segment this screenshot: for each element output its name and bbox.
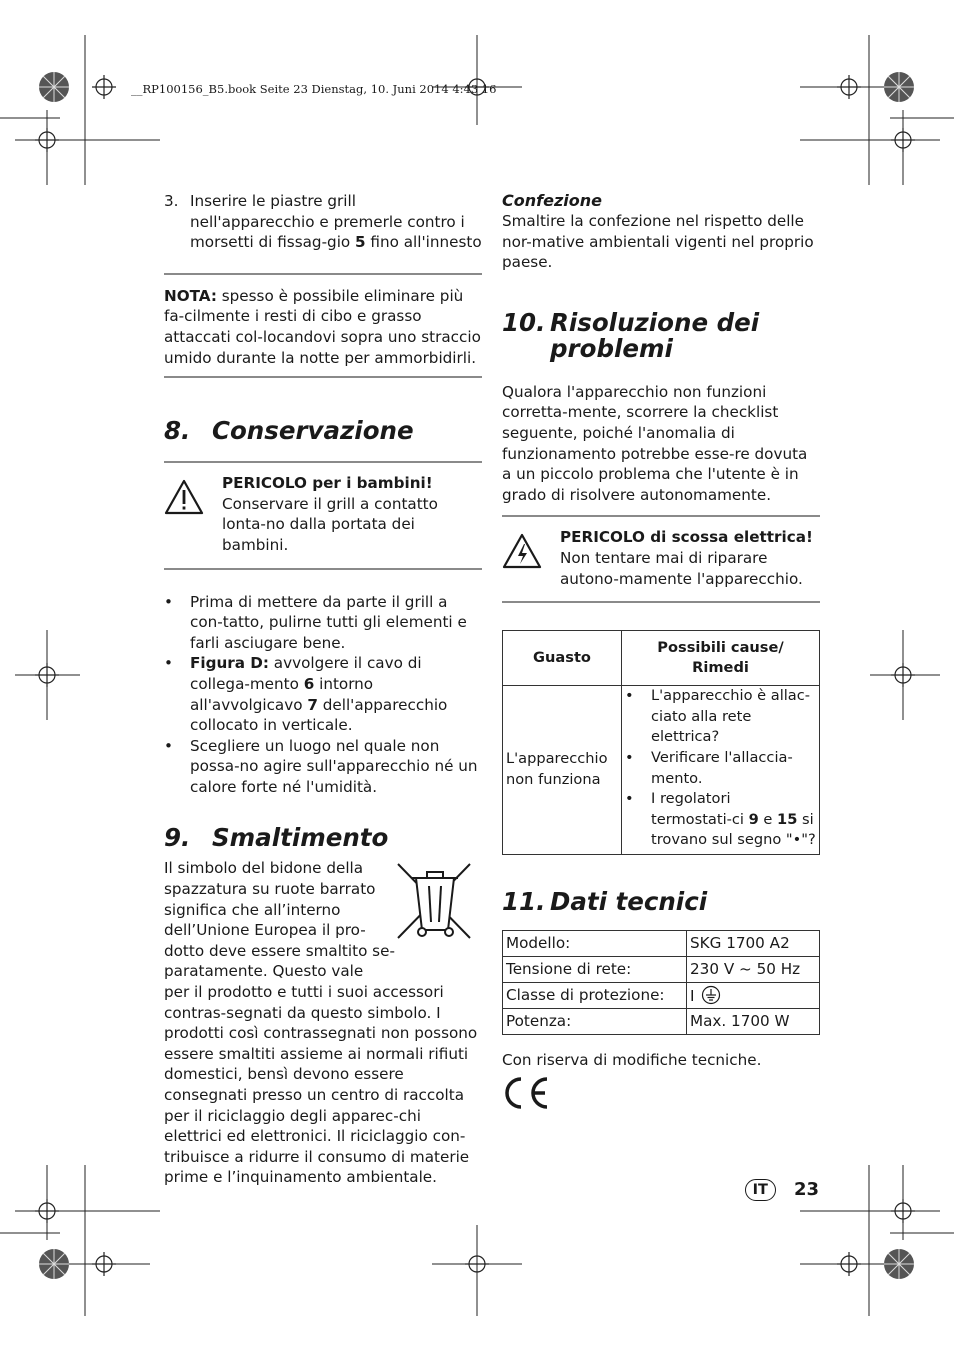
table-row: Potenza: Max. 1700 W: [503, 1008, 820, 1034]
page-footer: [745, 1179, 819, 1201]
disposal-line: Il simbolo del bidone della: [164, 859, 364, 878]
electric-warning-icon: [502, 527, 560, 589]
disposal-line: dotto deve essere smaltito se-: [164, 941, 395, 960]
page-number: 23: [793, 1178, 819, 1200]
causes-cell: [622, 686, 820, 855]
section-11-heading: 11. Dati tecnici: [502, 886, 708, 916]
storage-bullets: [164, 592, 482, 798]
list-item: • Scegliere un luogo nel quale non possa-no agire sull'apparecchio né un calore forte né l'umidità.: [164, 736, 482, 798]
packaging-text: Smaltire la confezione nel rispetto delle nor-mative ambientali vigenti nel proprio paese.: [502, 212, 814, 272]
note-box: [164, 273, 482, 378]
warning-electric: [502, 515, 820, 603]
warning-electric-text: Non tentare mai di riparare autono-mamente l'apparecchio.: [560, 548, 803, 588]
list-item: • I regolatori termostati-ci 9 e 15 si trovano sul segno "•"?: [625, 789, 816, 851]
section-9-heading: 9. Smaltimento: [164, 823, 389, 853]
troubleshooting-table: [502, 630, 820, 855]
disposal-line: spazzatura su ruote barrato: [164, 880, 376, 899]
note-text: spesso è possibile eliminare più fa-cilmente i resti di cibo e grasso attaccati col-locandovi sopra uno straccio umido durante la notte per ammorbidirli.: [164, 286, 481, 367]
table-row: Modello: SKG 1700 A2: [503, 930, 820, 956]
note-label: NOTA:: [164, 286, 217, 305]
tech-data-table: [502, 930, 820, 1035]
warning-electric-title: PERICOLO di scossa elettrica!: [560, 528, 813, 547]
section-8-heading: 8. Conservazione: [164, 416, 414, 446]
print-header: __RP100156_B5.book Seite 23 Dienstag, 10. Juni 2014 4:43 16: [131, 82, 497, 96]
list-item: • Verificare l'allaccia-mento.: [625, 748, 816, 789]
right-column: [502, 191, 820, 1110]
disposal-line: dell’Unione Europea il pro-: [164, 921, 366, 940]
list-item: • L'apparecchio è allac-ciato alla rete elettrica?: [625, 686, 816, 748]
warning-children-text: Conservare il grill a contatto lonta-no dalla portata dei bambini.: [222, 494, 438, 554]
fault-cell: L'apparecchio non funziona: [503, 686, 622, 855]
table-header: Guasto Possibili cause/ Rimedi: [503, 631, 820, 686]
step-3: 3. Inserire le piastre grill nell'apparecchio e premerle contro i morsetti di fissag-gio 5 fino all'innesto: [164, 192, 482, 252]
crossed-bin-icon: [394, 860, 474, 948]
left-column: [164, 191, 482, 1188]
packaging-heading: Confezione: [502, 191, 602, 210]
warning-children: [164, 461, 482, 569]
table-row: Tensione di rete: 230 V ~ 50 Hz: [503, 956, 820, 982]
warning-children-title: PERICOLO per i bambini!: [222, 474, 433, 493]
steps-list: [164, 191, 482, 253]
disposal-text: per il prodotto e tutti i suoi accessori contras-segnati da questo simbolo. I prodotti così contrassegnati non possono essere smaltiti assieme ai normali rifiuti domestici, bensì devono essere consegnati presso un centro di raccolta per il riciclaggio degli apparec-chi elettrici ed elettronici. Il riciclaggio con-tribuisce a ridurre il consumo di materie prime e l’inquinamento ambientale.: [164, 983, 478, 1187]
table-row: [503, 686, 820, 855]
protective-earth-icon: [701, 985, 721, 1005]
language-badge: IT: [745, 1179, 776, 1201]
reserve-note: Con riserva di modifiche tecniche.: [502, 1050, 762, 1069]
disposal-line: paratamente. Questo vale: [164, 962, 364, 981]
list-item: • Prima di mettere da parte il grill a con-tatto, pulirne tutti gli elementi e farli asciugare bene.: [164, 592, 482, 654]
warning-triangle-icon: [164, 473, 222, 555]
table-row: Classe di protezione: I: [503, 982, 820, 1008]
list-item: • Figura D: avvolgere il cavo di collega-mento 6 intorno all'avvolgicavo 7 dell'apparecchio collocato in verticale.: [164, 653, 482, 735]
troubleshooting-intro: Qualora l'apparecchio non funzioni corretta-mente, scorrere la checklist seguente, poiché l'anomalia di funzionamento potrebbe esse-re dovuta a un piccolo problema che l'utente è in grado di risolvere autonomamente.: [502, 382, 808, 504]
disposal-block: [164, 858, 482, 1188]
disposal-line: significa che all’interno: [164, 900, 341, 919]
section-10-heading: 10. Risoluzione dei problemi: [502, 307, 760, 363]
ce-mark: [502, 1076, 550, 1110]
